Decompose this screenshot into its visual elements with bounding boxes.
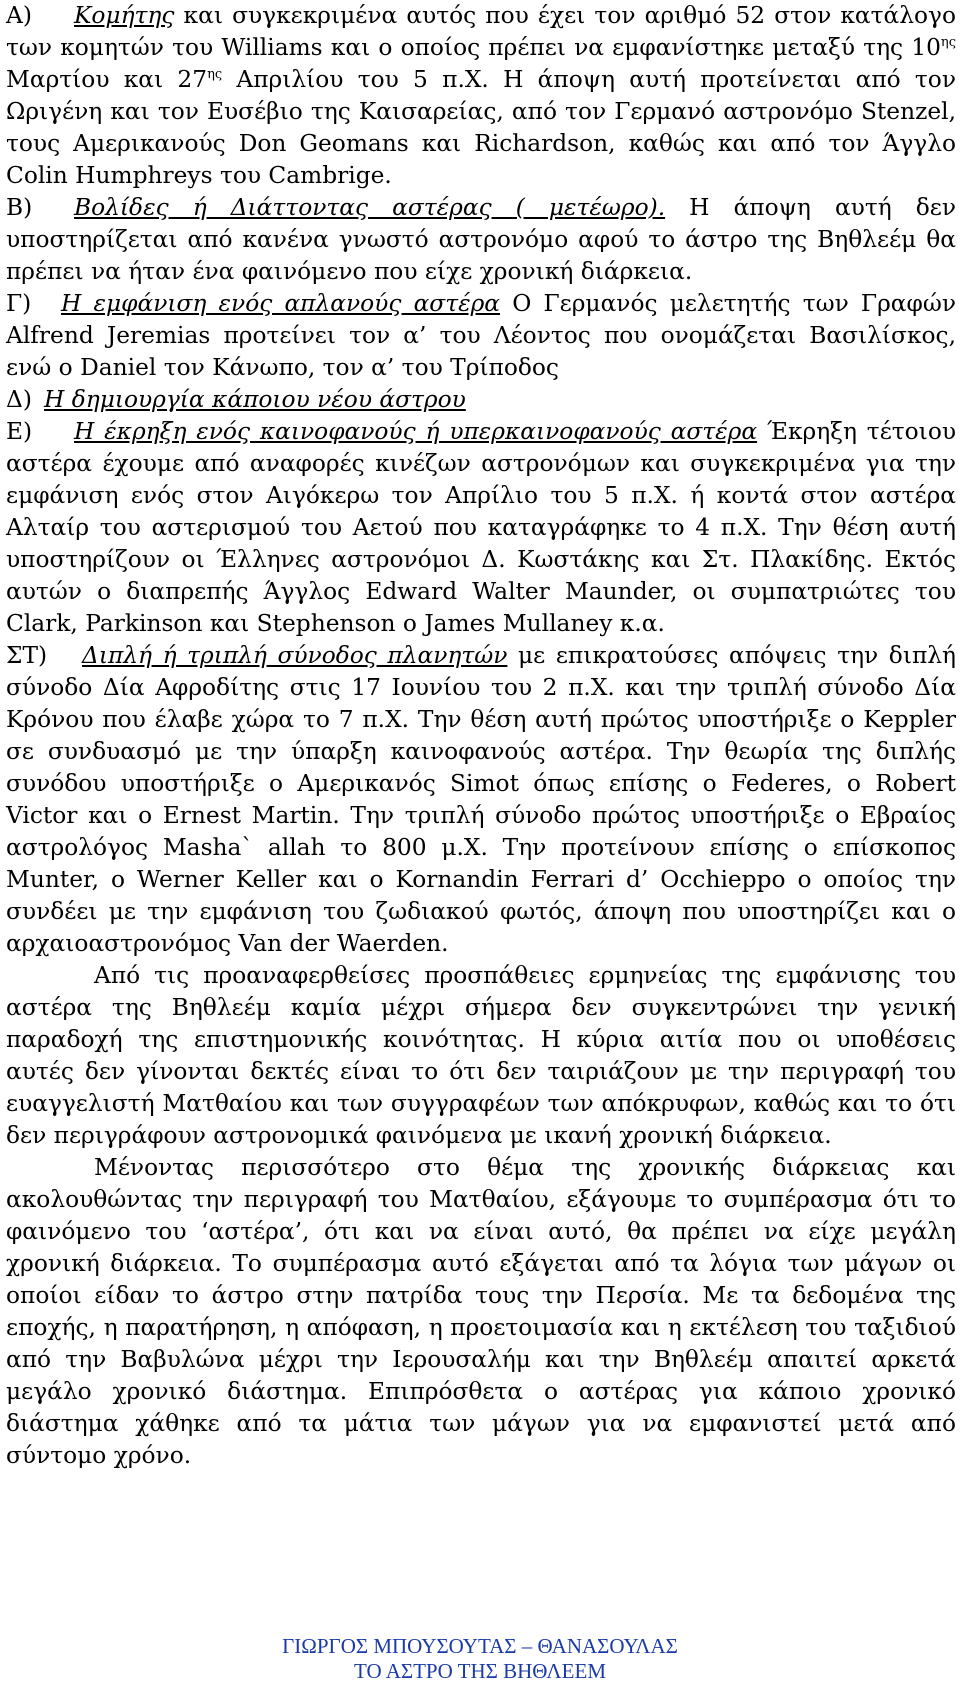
item-heading: Κομήτης xyxy=(74,2,175,29)
item-label: ΣΤ) xyxy=(6,642,48,669)
item-heading: Διπλή ή τριπλή σύνοδος πλανητών xyxy=(82,642,508,669)
item-a xyxy=(6,0,956,192)
item-label: Δ) xyxy=(6,386,32,413)
item-e xyxy=(6,416,956,640)
item-label: Β) xyxy=(6,194,33,221)
document-body xyxy=(6,0,956,1472)
item-label: Α) xyxy=(6,2,32,29)
paragraph: Από τις προαναφερθείσες προσπάθειες ερμηνείας της εμφάνισης του αστέρα της Βηθλεέμ καμία μέχρι σήμερα δεν συγκεντρώνει την γενική παραδοχή της επιστημονικής κοινότητας. Η κύρια αιτία που οι υποθέσεις αυτές δεν γίνονται δεκτές είναι το ότι δεν ταιριάζουν με την περιγραφή του ευαγγελιστή Ματθαίου και των συγγραφέων των απόκρυφων, καθώς και το ότι δεν περιγράφουν αστρονομικά φαινόμενα με ικανή χρονική διάρκεια. xyxy=(6,962,956,1149)
footer-title: ΤΟ ΑΣΤΡΟ ΤΗΣ ΒΗΘΛΕΕΜ xyxy=(354,1659,606,1683)
ordinal-suffix: ης xyxy=(940,35,956,51)
item-text: Απριλίου του 5 π.Χ. Η άποψη αυτή προτείνεται από τον Ωριγένη και τον Ευσέβιο της Καισαρείας, από τον Γερμανό αστρονόμο Stenzel, τους Αμερικανούς Don Geomans και Richardson, καθώς και από τον Άγγλο Colin Humphreys του Cambrige. xyxy=(6,66,956,189)
ordinal-suffix: ης xyxy=(207,67,223,83)
item-text: Μαρτίου και 27 xyxy=(6,66,208,93)
item-label: Γ) xyxy=(6,290,32,317)
item-c xyxy=(6,288,956,384)
item-heading: Βολίδες ή Διάττοντας αστέρας ( μετέωρο). xyxy=(74,194,666,221)
item-heading: Η έκρηξη ενός καινοφανούς ή υπερκαινοφανούς αστέρα xyxy=(74,418,758,445)
paragraph: Μένοντας περισσότερο στο θέμα της χρονικής διάρκειας και ακολουθώντας την περιγραφή του Ματθαίου, εξάγουμε το συμπέρασμα ότι το φαινόμενο του ‘αστέρα’, ότι και να είναι αυτό, θα πρέπει να είχε μεγάλη χρονική διάρκεια. Το συμπέρασμα αυτό εξάγεται από τα λόγια των μάγων οι οποίοι είδαν το άστρο στην πατρίδα τους την Περσία. Με τα δεδομένα της εποχής, η παρατήρηση, η απόφαση, η προετοιμασία και η εκτέλεση του ταξιδιού από την Βαβυλώνα μέχρι την Ιερουσαλήμ και την Βηθλεέμ απαιτεί αρκετά μεγάλο χρονικό διάστημα. Επιπρόσθετα ο αστέρας για κάποιο χρονικό διάστημα χάθηκε από τα μάτια των μάγων για να εμφανιστεί μετά από σύντομο χρόνο. xyxy=(6,1154,956,1469)
item-text: Ο Γερμανός μελετητής των Γραφών Alfrend Jeremias προτείνει τον α’ του Λέοντος που ονομάζεται Βασιλίσκος, ενώ ο Daniel τον Κάνωπο, τον α’ του Τρίποδος xyxy=(6,290,956,381)
item-text: Έκρηξη τέτοιου αστέρα έχουμε από αναφορές κινέζων αστρονόμων και συγκεκριμένα για την εμφάνιση ενός στον Αιγόκερω τον Απρίλιο του 5 π.Χ. ή κοντά στον αστέρα Αλταίρ του αστερισμού του Αετού που καταγράφηκε το 4 π.Χ. Την θέση αυτή υποστηρίζουν οι Έλληνες αστρονόμοι Δ. Κωστάκης και Στ. Πλακίδης. Εκτός αυτών ο διαπρεπής Άγγλος Edward Walter Maunder, οι συμπατριώτες του Clark, Parkinson και Stephenson ο James Mullaney κ.α. xyxy=(6,418,957,637)
item-text: με επικρατούσες απόψεις την διπλή σύνοδο Δία Αφροδίτης στις 17 Ιουνίου του 2 π.Χ. και την τριπλή σύνοδο Δία Κρόνου που έλαβε χώρα το 7 π.Χ. Την θέση αυτή πρώτος υποστήριξε ο Keppler σε συνδυασμό με την ύπαρξη καινοφανούς αστέρα. Την θεωρία της διπλής συνόδου υποστήριξε ο Αμερικανός Simot όπως επίσης ο Federes, ο Robert Victor και ο Ernest Martin. Την τριπλή σύνοδο πρώτος υποστήριξε ο Εβραίος αστρολόγος Masha` allah το 800 μ.Χ. Την προτείνουν επίσης ο επίσκοπος Munter, ο Werner Keller και ο Kornandin Ferrari d’ Occhieppo ο οποίος την συνδέει με την εμφάνιση του ζωδιακού φωτός, άποψη που υποστηρίζει και ο αρχαιοαστρονόμος Van der Waerden. xyxy=(6,642,956,957)
item-label: Ε) xyxy=(6,418,33,445)
item-text: Η άποψη αυτή δεν υποστηρίζεται από κανένα γνωστό αστρονόμο αφού το άστρο της Βηθλεέμ θα πρέπει να ήταν ένα φαινόμενο που είχε χρονική διάρκεια. xyxy=(6,194,957,285)
page-footer xyxy=(0,1634,960,1684)
item-b xyxy=(6,192,956,288)
item-text: και συγκεκριμένα αυτός που έχει τον αριθμό 52 στον κατάλογο των κομητών του Williams και ο οποίος πρέπει να εμφανίστηκε μεταξύ της 10 xyxy=(6,2,956,61)
item-heading: Η δημιουργία κάποιου νέου άστρου xyxy=(44,386,466,413)
footer-author: ΓΙΩΡΓΟΣ ΜΠΟΥΣΟΥΤΑΣ – ΘΑΝΑΣΟΥΛΑΣ xyxy=(282,1634,678,1658)
item-d xyxy=(6,384,956,416)
item-heading: Η εμφάνιση ενός απλανούς αστέρα xyxy=(61,290,501,317)
item-f xyxy=(6,640,956,960)
